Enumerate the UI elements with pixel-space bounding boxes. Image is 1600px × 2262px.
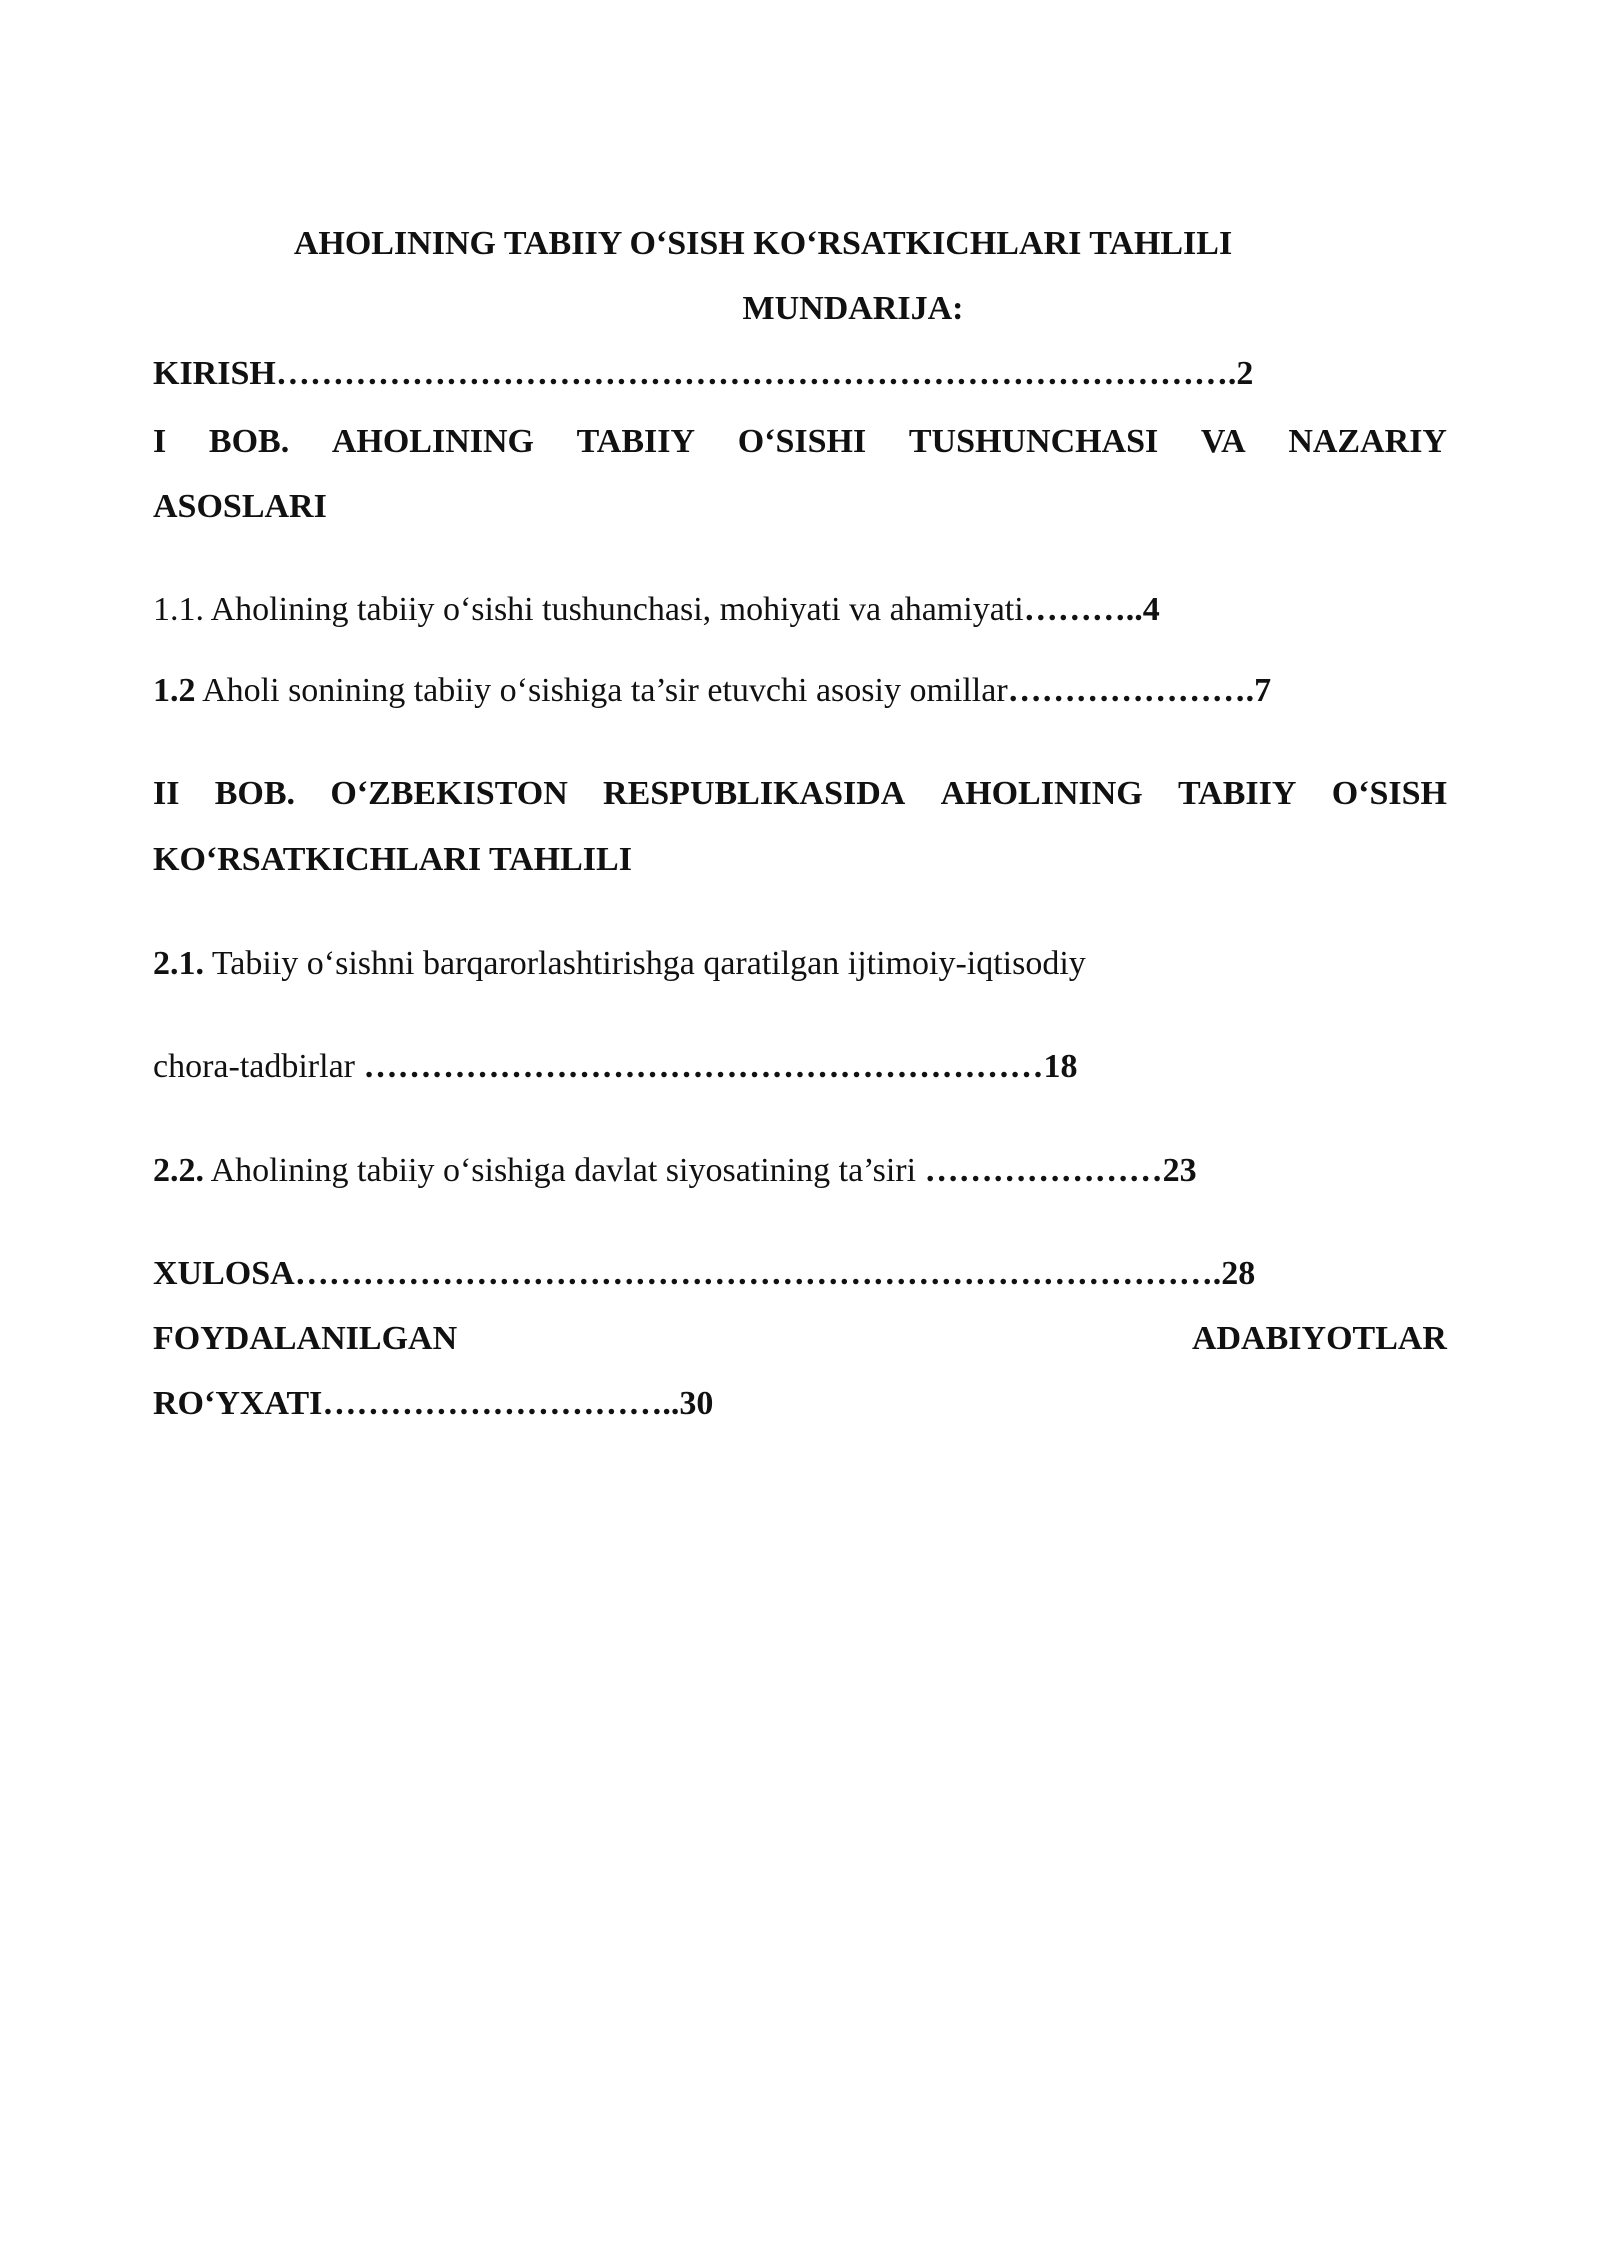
word: I [153, 423, 167, 460]
toc-chapter-1-line-1 [153, 420, 1447, 464]
toc-item-1-1-page: ………..4 [1023, 591, 1160, 628]
toc-chapter-2-line-2: KO‘RSATKICHLARI TAHLILI [153, 841, 632, 878]
word: AHOLINING [331, 423, 534, 460]
toc-item-1-2 [153, 669, 1447, 713]
toc-item-1-2-text: Aholi sonining tabiiy o‘sishiga ta’sir etuvchi asosiy omillar [195, 672, 1008, 709]
toc-kirish: KIRISH………………………………………………………………………….2 [153, 355, 1254, 392]
word: BOB. [214, 775, 296, 812]
word: NAZARIY [1288, 423, 1447, 460]
word: TABIIY [1178, 775, 1297, 812]
document-title: AHOLINING TABIIY O‘SISH KO‘RSATKICHLARI TAHLILI [293, 225, 1233, 262]
toc-item-2-1-cont-text: chora-tadbirlar [153, 1048, 364, 1085]
word: VA [1200, 423, 1246, 460]
word: O‘SISHI [737, 423, 867, 460]
toc-references-line-2: RO‘YXATI…………………………..30 [153, 1385, 714, 1422]
toc-chapter-2-line-1 [153, 772, 1447, 816]
word: AHOLINING [940, 775, 1143, 812]
toc-item-2-2 [153, 1149, 1447, 1193]
toc-item-1-1-text: 1.1. Aholining tabiiy o‘sishi tushunchasi, mohiyati va ahamiyati [153, 591, 1024, 628]
word: BOB. [208, 423, 290, 460]
toc-item-2-2-number: 2.2. [153, 1152, 204, 1189]
word: TABIIY [576, 423, 696, 460]
toc-item-1-2-number: 1.2 [153, 672, 196, 709]
toc-item-1-1 [153, 588, 1447, 632]
toc-heading: MUNDARIJA: [742, 290, 964, 327]
toc-references-right: ADABIYOTLAR [1191, 1320, 1447, 1357]
toc-xulosa: XULOSA……………………………………………………………………….28 [153, 1255, 1256, 1292]
toc-item-2-1-number: 2.1. [153, 945, 204, 982]
toc-item-1-2-page: ………………….7 [1007, 672, 1272, 709]
word: O‘SISH [1331, 775, 1447, 812]
toc-chapter-1-line-2: ASOSLARI [153, 488, 327, 525]
toc-references-line-1 [153, 1317, 1447, 1361]
toc-item-2-1 [153, 942, 1447, 986]
word: II [153, 775, 180, 812]
toc-item-2-2-page: …………………23 [924, 1152, 1197, 1189]
toc-item-2-1-continued [153, 1045, 1447, 1089]
word: RESPUBLIKASIDA [603, 775, 906, 812]
toc-item-2-1-text: Tabiiy o‘sishni barqarorlashtirishga qaratilgan ijtimoiy-iqtisodiy [204, 945, 1086, 982]
word: O‘ZBEKISTON [330, 775, 568, 812]
toc-item-2-1-page: ……………………………………………………18 [363, 1048, 1078, 1085]
toc-item-2-2-text: Aholining tabiiy o‘sishiga davlat siyosatining ta’siri [204, 1152, 925, 1189]
toc-references-left: FOYDALANILGAN [153, 1320, 458, 1357]
word: TUSHUNCHASI [908, 423, 1159, 460]
